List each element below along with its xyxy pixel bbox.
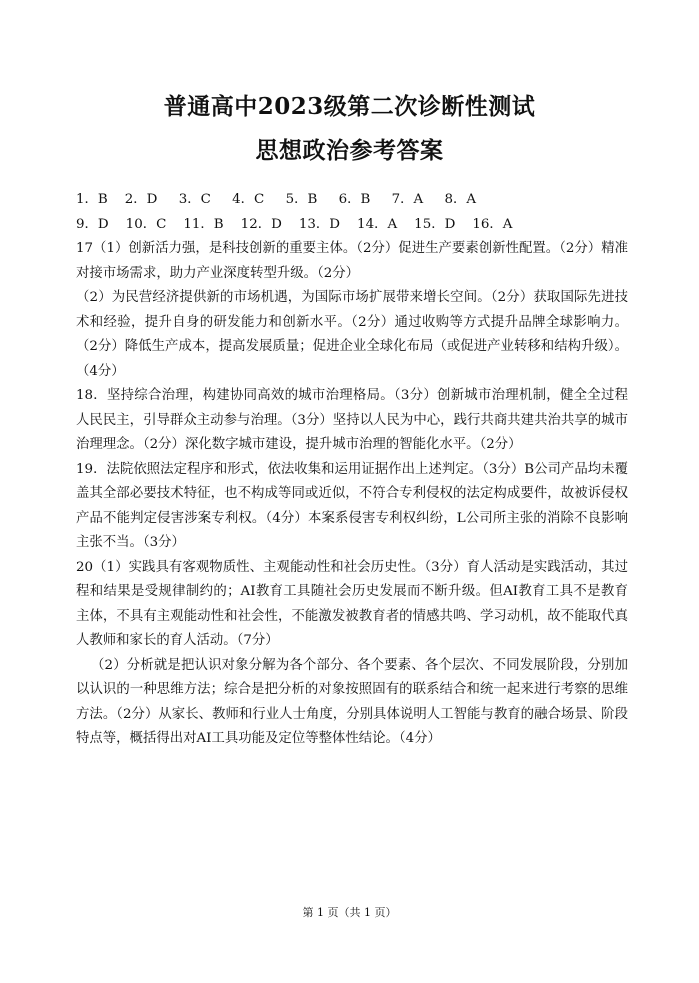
document-title: 普通高中2023级第二次诊断性测试 [163, 93, 536, 120]
answer-18: 18．坚持综合治理，构建协同高效的城市治理格局。（3分）创新城市治理机制，健全全过程人民民主，引导群众主动参与治理。（3分）坚持以人民为中心，践行共商共建共治共享的城市治理理念。（2分）深化数字城市建设，提升城市治理的智能化水平。（2分） [76, 388, 628, 452]
answer-content [76, 188, 628, 752]
answer-19: 19．法院依照法定程序和形式，依法收集和运用证据作出上述判定。（3分）B公司产品均未覆盖其全部必要技术特征，也不构成等同或近似，不符合专利侵权的法定构成要件，故被诉侵权产品不能判定侵害涉案专利权。（4分）本案系侵害专利权纠纷，L公司所主张的消除不良影响主张不当。（3分） [76, 461, 628, 550]
document-subtitle: 思想政治参考答案 [255, 137, 444, 164]
answer-17-part-1: 17（1）创新活力强，是科技创新的重要主体。（2分）促进生产要素创新性配置。（2分）精准对接市场需求，助力产业深度转型升级。（2分） [76, 241, 628, 281]
answer-20-part-2: （2）分析就是把认识对象分解为各个部分、各个要素、各个层次、不同发展阶段，分别加以认识的一种思维方法；综合是把分析的对象按照固有的联系结合和统一起来进行考察的思维方法。（2分）从家长、教师和行业人士角度，分别具体说明人工智能与教育的融合场景、阶段特点等，概括得出对AI工具功能及定位等整体性结论。（4分） [76, 657, 628, 746]
answer-20-part-1: 20（1）实践具有客观物质性、主观能动性和社会历史性。（3分）育人活动是实践活动，其过程和结果是受规律制约的；AI教育工具随社会历史发展而不断升级。但AI教育工具不是教育主体，不具有主观能动性和社会性，不能激发被教育者的情感共鸣、学习动机，故不能取代真人教师和家长的育人活动。（7分） [76, 559, 628, 648]
choice-answers-row-1: 1．B 2．D 3．C 4．C 5．B 6．B 7．A 8．A [76, 192, 477, 207]
choice-answers-row-2: 9．D 10．C 11．B 12．D 13．D 14．A 15．D 16．A [76, 216, 513, 232]
page-number: 第 1 页（共 1 页） [302, 906, 397, 919]
answer-17-part-2: （2）为民营经济提供新的市场机遇，为国际市场扩展带来增长空间。（2分）获取国际先进技术和经验，提升自身的研发能力和创新水平。（2分）通过收购等方式提升品牌全球影响力。（2分）降低生产成本，提高发展质量；促进企业全球化布局（或促进产业转移和结构升级）。（4分） [76, 290, 628, 379]
